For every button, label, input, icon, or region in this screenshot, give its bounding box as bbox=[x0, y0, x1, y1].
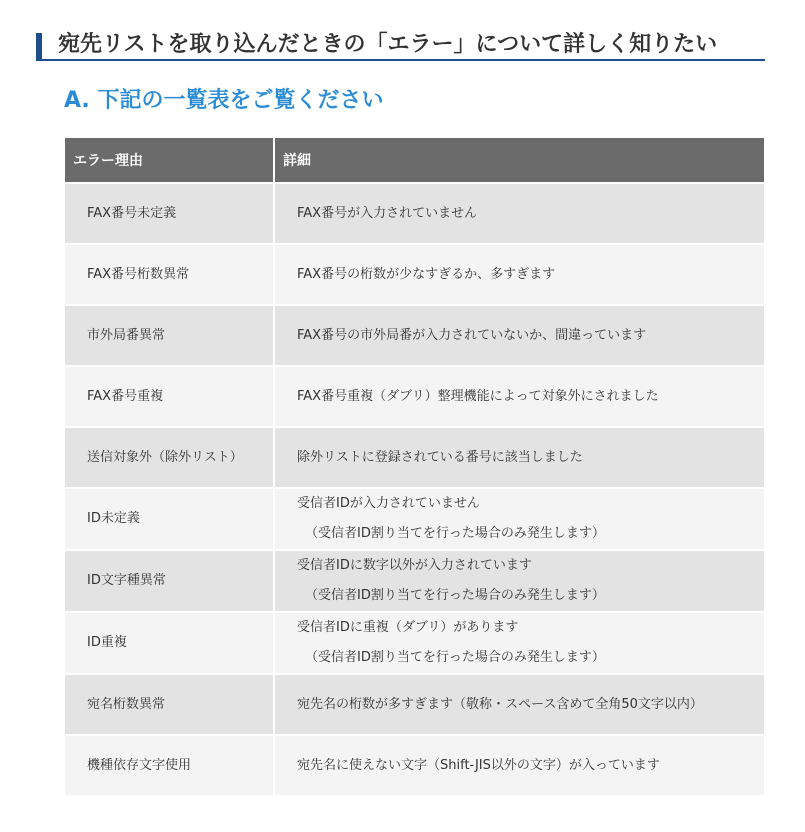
error-detail-note: （受信者ID割り当てを行った場合のみ発生します） bbox=[305, 650, 605, 665]
error-reason-cell: 宛名桁数異常 bbox=[65, 675, 275, 736]
error-detail-note: （受信者ID割り当てを行った場合のみ発生します） bbox=[305, 588, 605, 603]
table-row bbox=[65, 184, 764, 245]
error-detail-text: FAX番号が入力されていません bbox=[297, 205, 478, 221]
error-detail-cell bbox=[275, 245, 764, 306]
error-detail-cell bbox=[275, 306, 764, 367]
table-body bbox=[65, 184, 764, 797]
page-title: 宛先リストを取り込んだときの「エラー」について詳しく知りたい bbox=[58, 32, 718, 57]
error-reason-cell: ID未定義 bbox=[65, 489, 275, 551]
error-detail-cell bbox=[275, 184, 764, 245]
column-header-detail: 詳細 bbox=[275, 138, 764, 184]
error-reason-cell: 市外局番異常 bbox=[65, 306, 275, 367]
error-detail-text: FAX番号の桁数が少なすぎるか、多すぎます bbox=[297, 266, 556, 282]
heading-accent-bar bbox=[36, 33, 42, 59]
error-reason-cell: 機種依存文字使用 bbox=[65, 736, 275, 797]
error-reason-cell: ID重複 bbox=[65, 613, 275, 675]
table-row bbox=[65, 367, 764, 428]
error-detail-cell bbox=[275, 675, 764, 736]
table-header-row bbox=[65, 138, 764, 184]
table-row bbox=[65, 736, 764, 797]
page-heading bbox=[36, 31, 765, 61]
table-row bbox=[65, 245, 764, 306]
table-row bbox=[65, 306, 764, 367]
error-detail-cell bbox=[275, 736, 764, 797]
error-detail-cell bbox=[275, 551, 764, 613]
error-detail-text: 受信者IDに数字以外が入力されています bbox=[297, 558, 532, 573]
error-reason-cell: ID文字種異常 bbox=[65, 551, 275, 613]
table-row bbox=[65, 551, 764, 613]
error-detail-text: 除外リストに登録されている番号に該当しました bbox=[297, 449, 583, 465]
error-detail-cell bbox=[275, 489, 764, 551]
error-detail-text: FAX番号重複（ダブリ）整理機能によって対象外にされました bbox=[297, 388, 659, 404]
table-row bbox=[65, 613, 764, 675]
error-reason-cell: 送信対象外（除外リスト） bbox=[65, 428, 275, 489]
column-header-reason: エラー理由 bbox=[65, 138, 275, 184]
error-detail-note: （受信者ID割り当てを行った場合のみ発生します） bbox=[305, 526, 605, 541]
error-reason-cell: FAX番号重複 bbox=[65, 367, 275, 428]
answer-title: A. 下記の一覧表をご覧ください bbox=[64, 88, 384, 113]
error-reason-cell: FAX番号桁数異常 bbox=[65, 245, 275, 306]
error-reason-table bbox=[65, 138, 764, 797]
table-row bbox=[65, 489, 764, 551]
error-detail-cell bbox=[275, 613, 764, 675]
error-detail-text: FAX番号の市外局番が入力されていないか、間違っています bbox=[297, 327, 647, 343]
error-reason-cell: FAX番号未定義 bbox=[65, 184, 275, 245]
table-row bbox=[65, 675, 764, 736]
error-detail-cell bbox=[275, 367, 764, 428]
error-detail-text: 宛先名に使えない文字（Shift-JIS以外の文字）が入っています bbox=[297, 757, 660, 773]
error-detail-text: 受信者IDが入力されていません bbox=[297, 496, 480, 511]
error-detail-text: 受信者IDに重複（ダブリ）があります bbox=[297, 620, 519, 635]
error-detail-cell bbox=[275, 428, 764, 489]
error-detail-text: 宛先名の桁数が多すぎます（敬称・スペース含めて全角50文字以内） bbox=[297, 696, 703, 712]
table-row bbox=[65, 428, 764, 489]
